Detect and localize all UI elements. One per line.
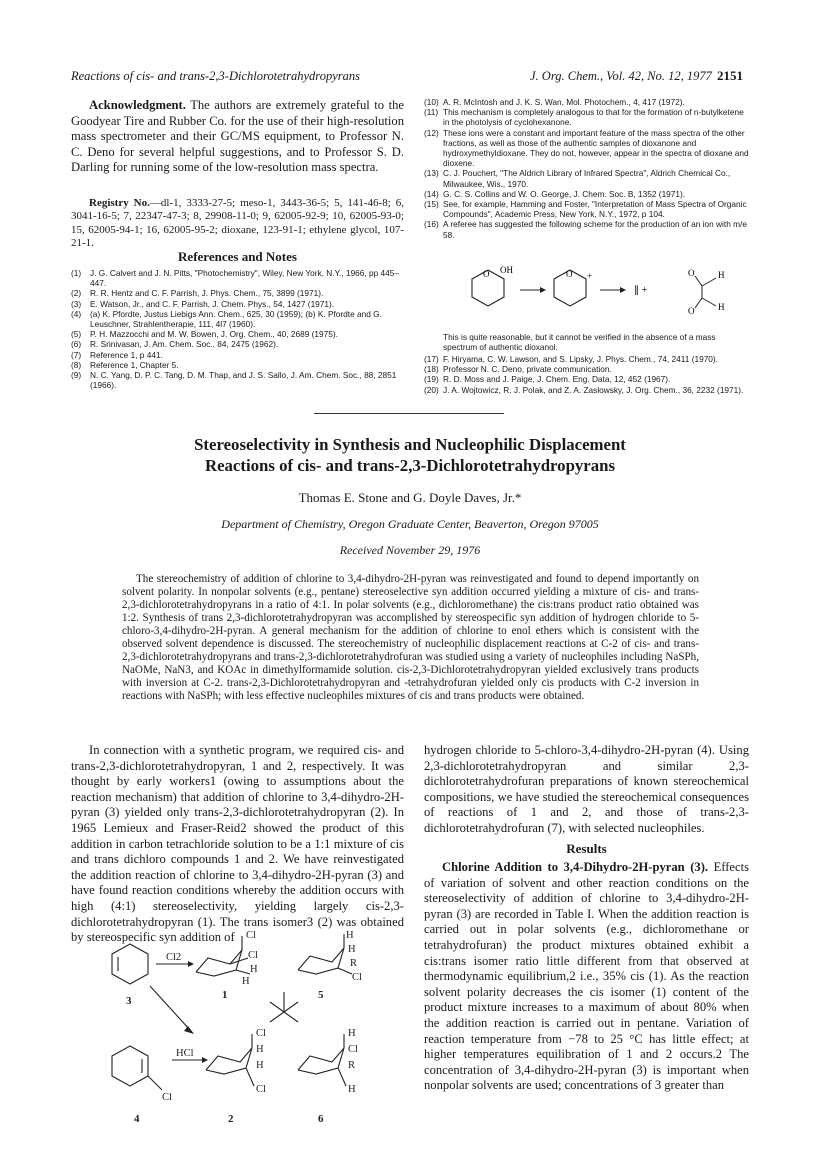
label-compound-1: 1 [222, 989, 228, 1001]
reference-text: G. C. S. Collins and W. O. George, J. Chem. Soc. B, 1352 (1971). [443, 188, 686, 199]
reference-number: (6) [71, 339, 82, 350]
page-number: 2151 [717, 68, 743, 83]
ethylene-plus: ∥ + [634, 285, 648, 296]
ref16-scheme-drawing [440, 262, 750, 322]
reference-number: (7) [71, 349, 82, 360]
reference-item [424, 354, 749, 364]
reference-text: A referee has suggested the following scheme for the production of an ion with m/e 58. [443, 219, 747, 240]
reference-number: (10) [424, 97, 439, 107]
reference-text: R. R. Hentz and C. F. Parrish, J. Phys. Chem., 75, 3899 (1971). [90, 288, 324, 299]
reference-number: (9) [71, 370, 82, 381]
reference-text: R. Srinivasan, J. Am. Chem. Soc., 84, 2475 (1962). [90, 339, 279, 350]
reference-number: (5) [71, 329, 82, 340]
reference-item [71, 350, 404, 360]
arrow-3-to-2 [150, 986, 190, 1030]
reference-item [424, 219, 749, 239]
reference-item [71, 309, 404, 329]
label-c2-cl-a: Cl [256, 1028, 266, 1039]
label-c4-cl: Cl [162, 1092, 172, 1103]
reference-text: Professor N. C. Deno, private communication. [443, 364, 612, 375]
reference-text: J. A. Wojtowicz, R. J. Polak, and Z. A. Zaslowsky, J. Org. Chem., 36, 2232 (1971). [443, 384, 744, 395]
reference-item [71, 329, 404, 339]
compound-6-chair [298, 1048, 344, 1074]
separator-rule [314, 413, 504, 414]
reference-number: (15) [424, 199, 439, 210]
hcl-arrowhead [202, 1057, 208, 1063]
reference-item [71, 339, 404, 349]
registry-numbers [71, 197, 404, 251]
reference-number: (4) [71, 308, 82, 319]
reference-number: (3) [71, 298, 82, 309]
reference-item [424, 374, 749, 384]
reaction-scheme [110, 930, 390, 1130]
references-right-bottom [424, 354, 749, 395]
references-heading: References and Notes [178, 249, 297, 264]
label-compound-2: 2 [228, 1113, 234, 1125]
results-text [424, 860, 749, 1094]
compound-1-chair [196, 950, 242, 976]
reference-item [71, 360, 404, 370]
c2-bond-cl-down [246, 1068, 254, 1086]
label-c5-h-b: H [348, 944, 356, 955]
label-c1-cl-b: Cl [248, 950, 258, 961]
compound-3-ring [112, 944, 148, 984]
label-c2-h-b: H [256, 1060, 264, 1071]
reference-text: These ions were a constant and important feature of the mass spectra of the other fractions, as well as those of the authentic samples of dioxanone and hydroxymethyldioxane. They do not, however, appear in the spectra of dioxane and dioxene. [443, 127, 749, 169]
reference-text: R. D. Moss and J. Paige, J. Chem. Eng. Data, 12, 452 (1967). [443, 374, 671, 385]
affiliation: Department of Chemistry, Oregon Graduate Center, Beaverton, Oregon 97005 [221, 517, 599, 531]
reference-number: (19) [424, 374, 439, 385]
reference-item [424, 189, 749, 199]
registry-text: —dl-1, 3333-27-5; meso-1, 3443-36-5; 5, 141-46-8; 6, 3041-16-5; 7, 22347-47-3; 8, 29908-11-0; 9, 62005-92-9; 10, 62005-93-0; 15, 62005-94-1; 16, 62005-95-2; dioxane, 123-91-1; ethylene glycol, 107-21-1. [71, 197, 405, 250]
received-date: Received November 29, 1976 [339, 543, 481, 557]
reference-text: N. C. Yang, D. P. C. Tang, D. M. Thap, and J. S. Sallo, J. Am. Chem. Soc., 88, 2851 (1966). [90, 370, 397, 391]
label-compound-5: 5 [318, 989, 324, 1001]
reference-item [424, 364, 749, 374]
label-compound-6: 6 [318, 1113, 324, 1125]
reference-item [424, 199, 749, 219]
references-left [71, 268, 404, 390]
c6-bond-h-down [338, 1068, 346, 1086]
reference-item [424, 168, 749, 188]
reference-item [71, 370, 404, 390]
compound-2-chair [206, 1048, 252, 1074]
cation-plus: + [587, 271, 593, 281]
article-title-line2: Reactions of cis- and trans-2,3-Dichlorotetrahydropyrans [204, 456, 616, 475]
introduction-text: In connection with a synthetic program, we required cis- and trans-2,3-dichlorotetrahydropyran, 1 and 2, respectively. It was thought by early workers1 (owing to assumptions about the reaction mechanism) that addition of chlorine to 3,4-dihydro-2H-pyran (3) yielded only trans-2,3-dichlorotetrahydropyran (2). In 1965 Lemieux and Fraser-Reid2 showed the product of this addition in carbon tetrachloride solution to be a 1:1 mixture of cis and trans dichloro compounds 1 and 2. We have reinvestigated the addition reaction of chlorine to 3,4-dihydro-2H-pyran (3) and have found reaction conditions whereby the addition occurs with high (4:1) stereoselectivity, yielding largely cis-2,3-dichlorotetrahydropyran (1). The trans isomer3 (2) was obtained by stereospecific syn addition of [71, 743, 404, 945]
frag-o2: O [688, 306, 695, 316]
running-header-left: Reactions of cis- and trans-2,3-Dichlorotetrahydropyrans [71, 69, 360, 83]
reference-text: E. Watson, Jr., and C. F. Parrish, J. Chem. Phys., 54, 1427 (1971). [90, 298, 335, 309]
reference-text: J. G. Calvert and J. N. Pitts, "Photochemistry", Wiley, New York, N.Y., 1966, pp 445–447. [90, 268, 400, 289]
results-heading: Results [566, 841, 607, 856]
label-c5-h-a: H [346, 930, 354, 941]
reference-text: (a) K. Pfordte, Justus Liebigs Ann. Chem., 625, 30 (1959); (b) K. Pfordte and G. Leuschner, Strahlentherapie, 111, 4l7 (1960). [90, 308, 382, 330]
reference-text: C. J. Pouchert, "The Aldrich Library of Infrared Spectra", Aldrich Chemical Co., Milwaukee, Wis., 1970. [443, 168, 731, 189]
frag-o1: O [688, 268, 695, 278]
arrowhead-1 [540, 287, 546, 293]
label-c5-cl: Cl [352, 972, 362, 983]
references-right-top [424, 97, 749, 240]
reaction-scheme-drawing [110, 930, 390, 1130]
reference-text: This mechanism is completely analogous to that for the formation of n-butylketene in the photolysis of cyclohexanone. [443, 107, 744, 128]
reference-number: (11) [424, 107, 439, 118]
reference-number: (18) [424, 364, 439, 375]
label-c6-h-a: H [348, 1028, 356, 1039]
reference-item [424, 97, 749, 107]
abstract: The stereochemistry of addition of chlorine to 3,4-dihydro-2H-pyran was reinvestigated and found to depend importantly on solvent polarity. In nonpolar solvents (e.g., pentane) stereoselective syn addition occurred yielding a mixture of cis- and trans-2,3-dichlorotetrahydropyrans in a ratio of 4:1. In polar solvents (e.g., dichloromethane) the cis:trans product ratio obtained was 1:2. Synthesis of trans 2,3-dichlorotetrahydropyran was accomplished by stereospecific syn addition of hydrogen chloride to 5-chloro-3,4-dihydro-2H-pyran. A general mechanism for the addition of chlorine to enol ethers which is consistent with the observed solvent dependence is discussed. The stereochemistry of nucleophilic displacement reactions at C-2 of cis- and trans-2,3-dichlorotetrahydropyrans and trans-2,3-dichlorotetrahydrofuran was studied using a variety of nucleophiles including NaSPh, NaOMe, NaN3, and KOAc in dimethylformamide solution. cis-2,3-Dichlorotetrahydropyran yielded exclusively trans products with inversion at C-2. trans-2,3-Dichlorotetrahydropyran and -tetrahydrofuran yielded only cis products with C-2 inversion in reactions with NaSPh; with less effective nucleophiles mixtures of cis and trans products were obtained. [122, 573, 699, 702]
label-cl2: Cl2 [166, 952, 182, 963]
reference-number: (14) [424, 188, 439, 199]
right-column-text: hydrogen chloride to 5-chloro-3,4-dihydro-2H-pyran (4). Using 2,3-dichlorotetrahydropyran and similar 2,3-dichlorotetrahydrofuran preparations of known stereochemical compositions, we have studied the stereochemical consequences of reactions of 1 and 2, and those of trans-2,3-dichlorotetrahydrofuran (7), with selected nucleophiles. [424, 743, 749, 835]
reference-item [71, 299, 404, 309]
ref16-note: This is quite reasonable, but it cannot be verified in the absence of a mass spectrum of authentic dioxanol. [443, 332, 716, 353]
reference-number: (1) [71, 268, 82, 278]
reference-number: (8) [71, 359, 82, 370]
reference-number: (16) [424, 219, 439, 230]
reference-item [424, 107, 749, 127]
authors: Thomas E. Stone and G. Doyle Daves, Jr.* [298, 490, 522, 505]
label-c1-h-b: H [242, 976, 250, 987]
acknowledgment-text: The authors are extremely grateful to the Goodyear Tire and Rubber Co. for the use of their high-resolution mass spectrometer and their GC/MS equipment, to Professor N. C. Deno for several helpful suggestions, and to Professor S. D. Darling for running some of the low-resolution mass spectra. [71, 98, 404, 175]
acknowledgment [71, 98, 404, 176]
reference-text: A. R. McIntosh and J. K. S. Wan, Mol. Photochem., 4, 417 (1972). [443, 97, 685, 107]
reference-text: Reference 1, Chapter 5. [90, 359, 179, 370]
glyoxal-fragment [695, 276, 716, 308]
reference-number: (13) [424, 168, 439, 179]
compound-5-chair [298, 948, 344, 974]
label-c2-cl-b: Cl [256, 1084, 266, 1095]
label-c1-h-a: H [250, 964, 258, 975]
reference-text: Reference 1, p 441. [90, 349, 163, 360]
reference-text: F. Hiryama, C. W. Lawson, and S. Lipsky, J. Phys. Chem., 74, 2411 (1970). [443, 354, 718, 364]
arrowhead-2 [620, 287, 626, 293]
acknowledgment-lead: Acknowledgment. [89, 98, 186, 112]
ring-oxygen-a: O [483, 269, 490, 279]
frag-h1: H [718, 270, 725, 280]
article-title [71, 434, 749, 476]
reference-number: (17) [424, 354, 439, 364]
label-c5-r: R [350, 958, 358, 969]
registry-lead: Registry No. [89, 197, 150, 209]
label-c2-h-a: H [256, 1044, 264, 1055]
c1-bond-h [236, 970, 250, 974]
label-c6-cl-a: Cl [348, 1044, 358, 1055]
hydroxyl-label: OH [500, 265, 513, 275]
reference-text: P. H. Mazzocchi and M. W. Bowen, J. Org. Chem., 40, 2689 (1975). [90, 329, 338, 340]
label-hcl: HCl [176, 1048, 194, 1059]
reference-item [424, 385, 749, 395]
label-compound-3: 3 [126, 995, 132, 1007]
cl2-arrowhead [188, 961, 194, 967]
results-lead: Chlorine Addition to 3,4-Dihydro-2H-pyran (3). [442, 860, 709, 874]
reference-item [71, 268, 404, 288]
ring-oxygen-b: O [566, 269, 573, 279]
label-c1-cl-a: Cl [246, 930, 256, 941]
compound-4-ring [112, 1046, 148, 1086]
c4-bond-cl [148, 1076, 162, 1090]
label-c6-h-b: H [348, 1084, 356, 1095]
ref16-scheme [440, 262, 750, 322]
label-c6-r: R [348, 1060, 356, 1071]
article-title-line1: Stereoselectivity in Synthesis and Nucleophilic Displacement [194, 435, 626, 454]
diag-arrowhead [184, 1026, 194, 1034]
reference-number: (12) [424, 127, 439, 138]
reference-item [71, 288, 404, 298]
reference-text: See, for example, Hamming and Foster, "Interpretation of Mass Spectra of Organic Compounds", Academic Press, New York, N.Y., 1972, p 104. [443, 199, 747, 220]
label-compound-4: 4 [134, 1113, 140, 1125]
reference-number: (2) [71, 288, 82, 299]
running-header-right: J. Org. Chem., Vol. 42, No. 12, 1977 [530, 69, 712, 83]
frag-h2: H [718, 302, 725, 312]
results-body: Effects of variation of solvent and other reaction conditions on the stereoselectivity of addition of chlorine to 3,4-dihydro-2H-pyran (3) are recorded in Table I. When the addition reaction is carried out in polar solvents (e.g., dichloromethane or tetrahydrofuran) the product mixtures obtained exhibit a cis:trans isomer ratio little different from that observed at thermodynamic equilibrium,2 i.e., 35% cis (1). As the reaction solvent polarity decreases the cis isomer (1) content of the product mixture increases to a maximum of about 80% when the addition reaction is carried out in pentane. Variation of reaction temperature from −78 to 25 °C has little effect; at higher temperatures equilibration of 1 and 2 occurs.2 The concentration of 3,4-dihydro-2H-pyran (3) is important when nonpolar solvents are used; concentrations of 3 greater than [424, 860, 749, 1093]
reference-number: (20) [424, 384, 439, 395]
reference-item [424, 128, 749, 169]
